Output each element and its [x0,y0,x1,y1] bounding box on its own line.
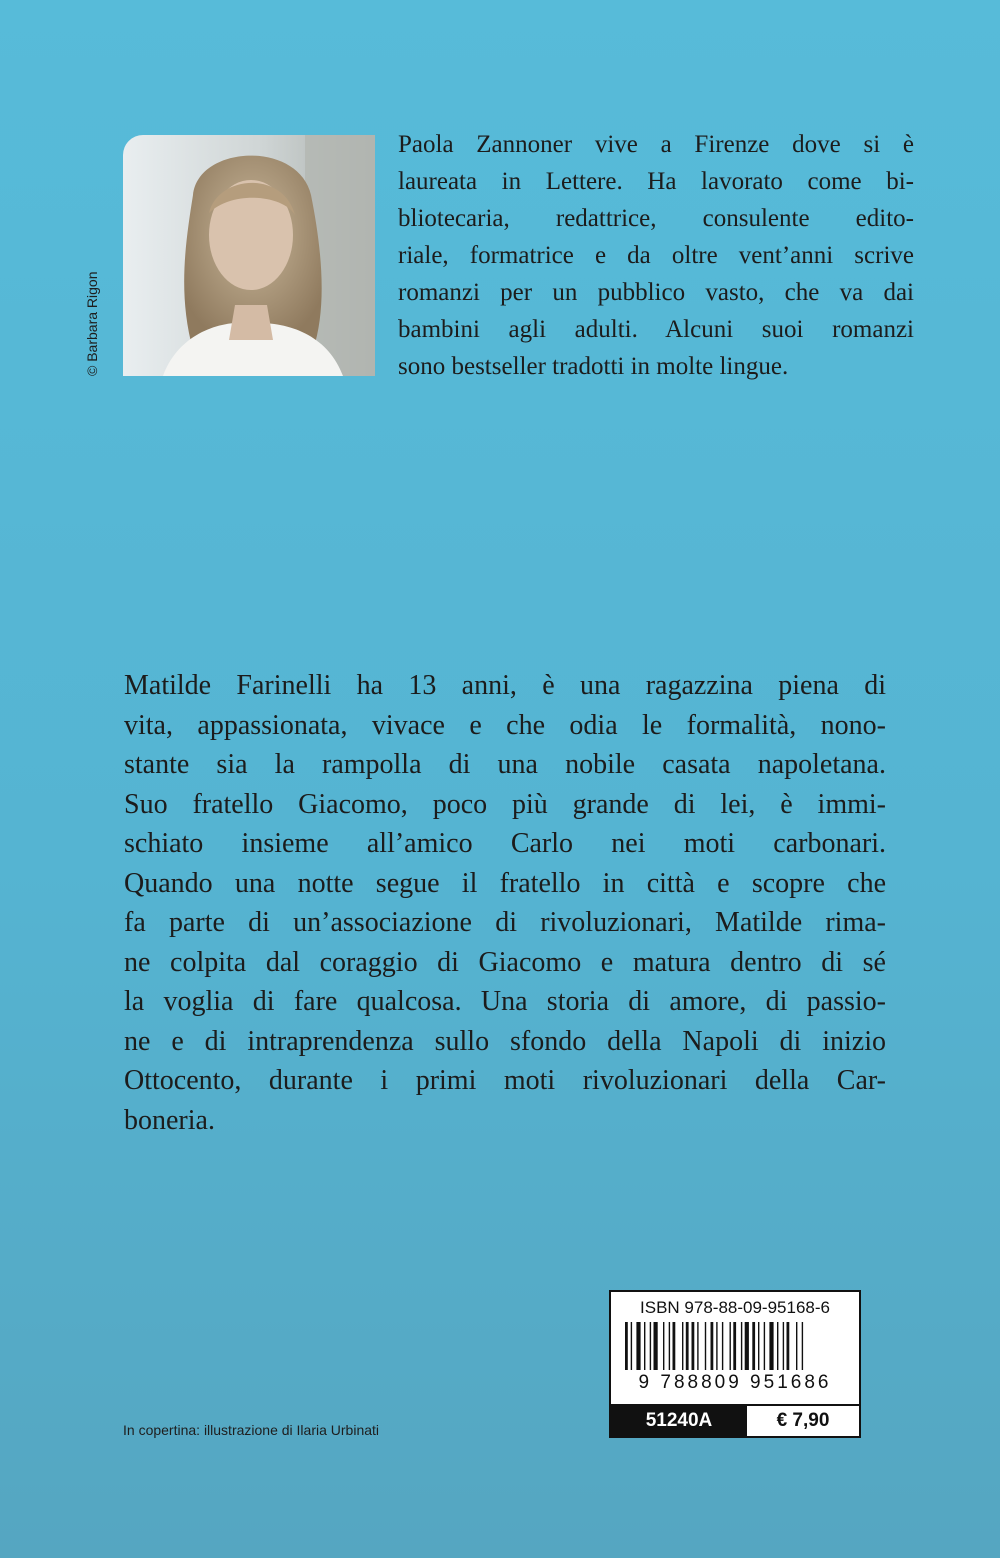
price-row [611,1404,859,1436]
blurb-line: fa parte di un’associazione di rivoluzionari, Matilde rima- [124,907,886,938]
bio-line: bliotecaria, redattrice, consulente edito- [398,205,914,232]
bio-line: laureata in Lettere. Ha lavorato come bi- [398,168,914,195]
author-photo [123,135,375,376]
product-code: 51240A [611,1406,747,1436]
price: € 7,90 [776,1410,830,1431]
blurb-line: la voglia di fare qualcosa. Una storia di amore, di passio- [124,986,886,1017]
blurb-line: ne colpita dal coraggio di Giacomo e matura dentro di sé [124,946,886,978]
bio-line: sono bestseller tradotti in molte lingue. [398,353,789,380]
bio-line: Paola Zannoner vive a Firenze dove si è [398,131,914,158]
blurb-line: stante sia la rampolla di una nobile casata napoletana. [124,749,886,780]
barcode-label [609,1290,861,1438]
book-blurb [124,666,886,1140]
bio-line: riale, formatrice e da oltre vent’anni scrive [398,242,914,269]
barcode-digits: 9 788809 951686 [638,1372,832,1393]
cover-credit: In copertina: illustrazione di Ilaria Urbinati [123,1422,380,1438]
blurb-line: Ottocento, durante i primi moti rivoluzionari della Car- [124,1065,886,1096]
bio-line: romanzi per un pubblico vasto, che va dai [398,279,914,306]
author-bio [398,126,914,385]
photo-credit: © Barbara Rigon [84,271,100,376]
isbn-text: ISBN 978-88-09-95168-6 [640,1298,830,1317]
blurb-line: schiato insieme all’amico Carlo nei moti carbonari. [124,828,886,859]
blurb-line: vita, appassionata, vivace e che odia le formalità, nono- [124,709,886,741]
blurb-line: boneria. [124,1104,215,1136]
blurb-line: Matilde Farinelli ha 13 anni, è una ragazzina piena di [124,670,886,701]
blurb-line: ne e di intraprendenza sullo sfondo della Napoli di inizio [124,1025,886,1057]
bio-line: bambini agli adulti. Alcuni suoi romanzi [398,316,914,343]
blurb-line: Suo fratello Giacomo, poco più grande di lei, è immi- [124,788,886,820]
barcode-bars-icon [625,1322,847,1370]
author-portrait-image [123,135,375,376]
blurb-line: Quando una notte segue il fratello in città e scopre che [124,867,886,899]
